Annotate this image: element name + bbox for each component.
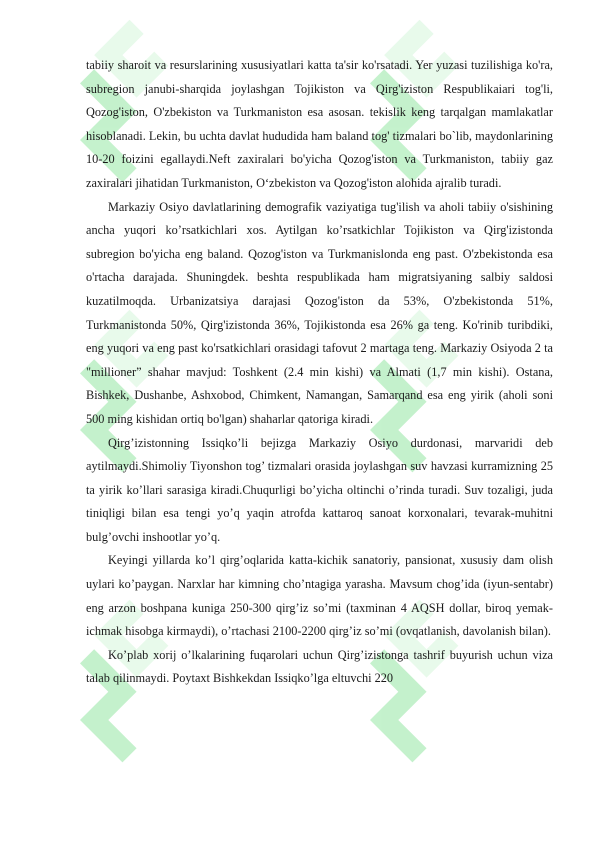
paragraph-5: Ko’plab xorij o’lkalarining fuqarolari uchun Qirg’izistonga tashrif buyurish uchun viza talab qilinmaydi. Poytaxt Bishkekdan Issiqko’lga eltuvchi 220 [86, 647, 553, 686]
body-text [86, 54, 553, 691]
paragraph-3: Qirg’izistonning Issiqko’li bejizga Markaziy Osiyo durdonasi, marvaridi deb aytilmaydi.Shimoliy Tiyonshon tog’ tizmalari orasida joylashgan suv havzasi kurramizning 25 ta yirik ko’llari sarasiga kiradi.Chuqurligi bo’yicha oltinchi o’rinda turadi. Suv tozaligi, juda tiniqligi bilan esa tengi yo’q yaqin atrofda kattaroq sanoat korxonalari, tevarak-muhitni bulg’ovchi inshootlar yo’q. [86, 435, 553, 544]
paragraph-4: Keyingi yillarda ko’l qirg’oqlarida katta-kichik sanatoriy, pansionat, xususiy dam olish uylari ko’paygan. Narxlar har kimning cho’ntagiga yarasha. Mavsum chog’ida (iyun-sentabr) eng arzon boshpana kuniga 250-300 qirg’iz so’mi (taxminan 4 AQSH dollar, biroq yemak-ichmak hisobga kirmaydi), o’rtachasi 2100-2200 qirg’iz so’mi (ovqatlanish, davolanish bilan). [86, 553, 553, 639]
paragraph-2: Markaziy Osiyo davlatlarining demografik vaziyatiga tug'ilish va aholi tabiiy o'sishining ancha yuqori ko’rsatkichlari xos. Aytilgan ko’rsatkichlar Tojikiston va Qirg'izistonda subregion bo'yicha eng baland. Qozog'iston va Turkmanislonda eng past. O'zbekistonda esa o'rtacha darajada. Shuningdek. beshta respublikada ham migratsiyaning salbiy saldosi kuzatilmoqda. Urbanizatsiya darajasi Qozog'iston da 53%, O'zbekistonda 51%, Turkmanistonda 50%, Qirg'izistonda 36%, Tojikistonda esa 26% ga teng. Ko'rinib turibdiki, eng yuqori va eng past ko'rsatkichlari orasidagi tafovut 2 martaga teng. Markaziy Osiyoda 2 ta "millioner” shahar mavjud: Toshkent (2.4 min kishi) va Almati (1,7 min kishi). Ostana, Bishkek, Dushanbe, Ashxobod, Chimkent, Namangan, Samarqand esa eng yirik (aholi soni 500 ming kishidan ortiq bo'lgan) shaharlar qatoriga kiradi. [86, 199, 553, 426]
paragraph-1: tabiiy sharoit va resurslarining xususiyatlari katta ta'sir ko'rsatadi. Yer yuzasi tuzilishiga ko'ra, subregion janubi-sharqida joylashgan Tojikiston va Qirg'iziston Respublikaiari tog'li, Qozog'iston, O'zbekiston va Turkmaniston esa asosan. tekislik keng tarqalgan mamlakatlar hisoblanadi. Lekin, bu uchta davlat hududida ham baland tog' tizmalari bo`lib, maydonlarining 10-20 foizini egallaydi.Neft zaxiralari bo'yicha Qozog'iston va Turkmaniston, tabiiy gaz zaxiralari jihatidan Turkmaniston, Oʻzbekiston va Qozog'iston alohida ajralib turadi. [86, 58, 553, 190]
